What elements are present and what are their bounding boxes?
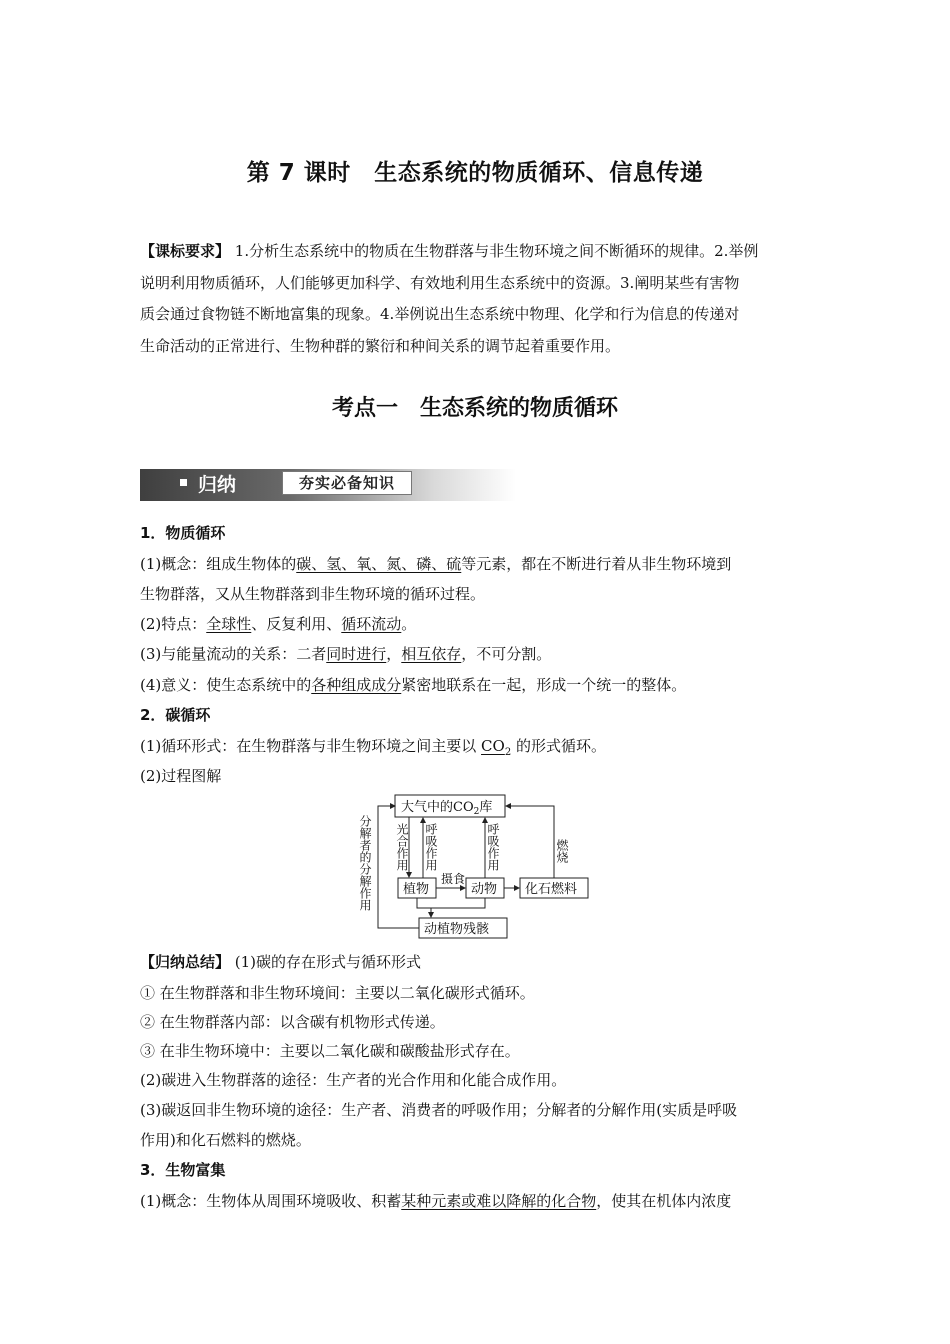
requirements-line-1: 1.分析生态系统中的物质在生物群落与非生物环境之间不断循环的规律。2.举例 [230, 242, 759, 260]
concept-line-2: 生物群落，又从生物群落到非生物环境的循环过程。 [140, 585, 486, 603]
remains-label: 动植物残骸 [424, 922, 490, 937]
cycling-answer: 循环流动 [341, 615, 402, 633]
concept-line-1: (1)概念：组成生物体的碳、氢、氧、氮、磷、硫等元素，都在不断进行着从非生物环境到 [140, 555, 732, 573]
animal-respiration-label: 呼吸作用 [486, 823, 500, 871]
process-diagram-label: (2)过程图解 [140, 767, 222, 785]
simultaneous-answer: 同时进行 [326, 645, 387, 663]
curriculum-requirements [140, 236, 812, 362]
features-line: (2)特点：全球性、反复利用、循环流动。 [140, 615, 417, 633]
photosynthesis-label: 光合作用 [395, 823, 409, 871]
global-answer: 全球性 [206, 615, 252, 633]
square-bullet-icon [180, 479, 187, 486]
cycle-form-line: (1)循环形式：在生物群落与非生物环境之间主要以 $CO_2$ 的形式循环。 [140, 737, 606, 758]
elements-answer: 碳、氢、氧、氮、磷、硫 [296, 555, 462, 573]
fossil-fuel-label: 化石燃料 [525, 882, 578, 897]
requirements-tag: 【课标要求】 [140, 242, 231, 260]
section-banner [140, 469, 516, 501]
heading-material-cycle: 1．物质循环 [140, 524, 226, 542]
summary-line-3: ② 在生物群落内部：以含碳有机物形式传递。 [140, 1013, 445, 1031]
relation-line: (3)与能量流动的关系：二者同时进行，相互依存，不可分割。 [140, 645, 552, 663]
interdependent-answer: 相互依存 [401, 645, 462, 663]
summary-line-2: ① 在生物群落和非生物环境间：主要以二氧化碳形式循环。 [140, 984, 535, 1002]
heading-bioaccumulation: 3．生物富集 [140, 1161, 226, 1179]
ingestion-label: 摄食 [441, 872, 466, 886]
banner-box: 夯实必备知识 [282, 471, 412, 495]
co2-answer: $CO_2$ [481, 737, 512, 758]
page-title: 第 7 课时 生态系统的物质循环、信息传递 [246, 160, 704, 186]
animal-label: 动物 [471, 882, 498, 897]
section-title: 考点一 生态系统的物质循环 [331, 396, 618, 421]
heading-carbon-cycle: 2．碳循环 [140, 706, 211, 724]
decomposer-label: 分解者的分解作用 [358, 815, 372, 911]
carbon-cycle-diagram [357, 791, 597, 941]
atmosphere-label: 大气中的$CO_2$库 [401, 800, 493, 817]
compound-answer: 某种元素或难以降解的化合物 [401, 1192, 597, 1210]
requirements-line-2: 说明利用物质循环，人们能够更加科学、有效地利用生态系统中的资源。3.阐明某些有害物 [140, 273, 740, 292]
banner-label: 归纳 [198, 474, 237, 496]
summary-line-1: 【归纳总结】 (1)碳的存在形式与循环形式 [140, 953, 422, 971]
plant-respiration-label: 呼吸作用 [424, 823, 438, 871]
requirements-line-4: 生命活动的正常进行、生物种群的繁衍和种间关系的调节起着重要作用。 [140, 336, 621, 355]
requirements-line-3: 质会通过食物链不断地富集的现象。4.举例说出生态系统中物理、化学和行为信息的传递对 [140, 305, 740, 323]
summary-line-7: 作用)和化石燃料的燃烧。 [140, 1131, 311, 1149]
summary-line-4: ③ 在非生物环境中：主要以二氧化碳和碳酸盐形式存在。 [140, 1042, 520, 1060]
summary-tag: 【归纳总结】 [140, 953, 231, 971]
significance-line: (4)意义：使生态系统中的各种组成成分紧密地联系在一起，形成一个统一的整体。 [140, 676, 687, 694]
summary-line-6: (3)碳返回非生物环境的途径：生产者、消费者的呼吸作用；分解者的分解作用(实质是呼吸 [140, 1101, 738, 1119]
plant-label: 植物 [403, 882, 430, 897]
bioaccumulation-concept: (1)概念：生物体从周围环境吸收、积蓄某种元素或难以降解的化合物，使其在机体内浓度 [140, 1192, 732, 1210]
components-answer: 各种组成成分 [311, 676, 402, 694]
burning-label: 燃烧 [555, 839, 569, 863]
summary-line-5: (2)碳进入生物群落的途径：生产者的光合作用和化能合成作用。 [140, 1071, 567, 1089]
